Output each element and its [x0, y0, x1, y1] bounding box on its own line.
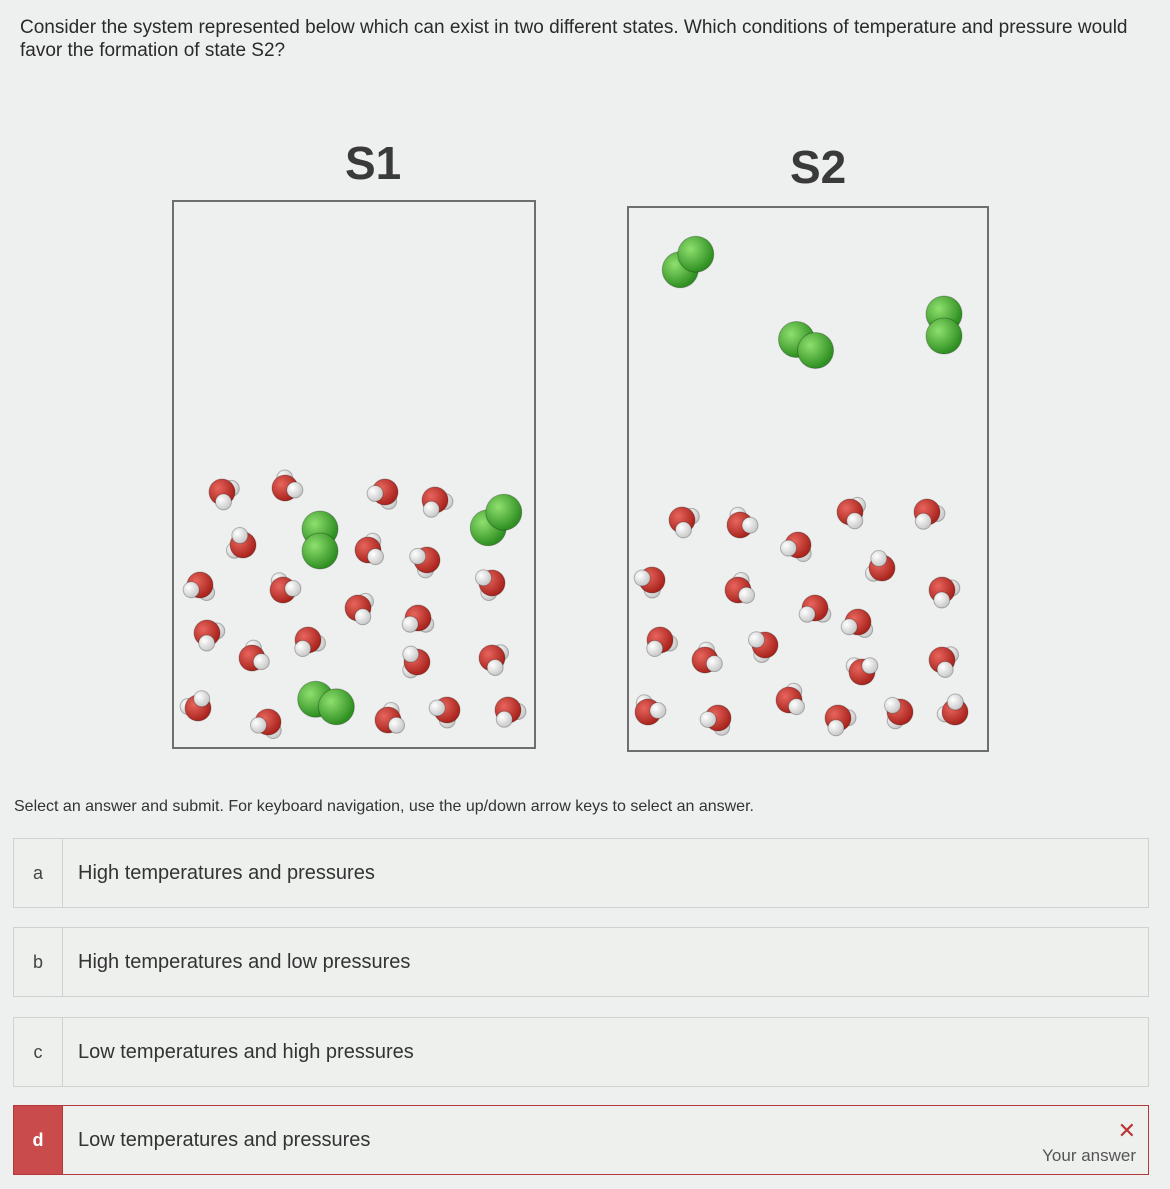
answer-option-d[interactable]: [13, 1105, 1149, 1175]
water-molecule: [929, 577, 960, 608]
option-letter: a: [14, 839, 63, 907]
option-text: High temperatures and pressures: [78, 861, 375, 884]
water-molecule: [295, 627, 326, 657]
water-molecule: [345, 593, 373, 624]
water-molecule: [402, 605, 434, 632]
water-molecule: [929, 647, 959, 678]
water-molecule: [669, 507, 699, 538]
answer-feedback: [1042, 1118, 1136, 1166]
water-molecule: [479, 645, 509, 676]
water-molecule: [748, 632, 778, 663]
water-molecule: [410, 547, 440, 578]
water-molecule: [865, 551, 895, 582]
water-molecule: [183, 572, 214, 600]
water-molecule: [272, 470, 303, 501]
water-molecule: [725, 573, 755, 604]
water-molecule: [700, 705, 731, 735]
water-molecule: [226, 528, 256, 559]
close-icon: ✕: [1117, 1118, 1136, 1143]
your-answer-label: Your answer: [1042, 1146, 1136, 1165]
water-molecule: [403, 646, 430, 678]
water-molecule: [635, 695, 666, 725]
water-molecule: [355, 533, 383, 564]
water-molecule: [781, 532, 812, 562]
water-molecule: [475, 570, 505, 601]
water-molecule: [239, 640, 269, 671]
water-molecule: [495, 697, 526, 727]
option-text: Low temperatures and high pressures: [78, 1040, 414, 1063]
chlorine-molecule: [302, 511, 338, 569]
water-molecule: [209, 479, 239, 510]
water-molecule: [841, 609, 872, 637]
water-molecule: [251, 709, 282, 739]
answer-option-b[interactable]: [13, 927, 1149, 997]
water-molecule: [937, 694, 968, 725]
state-label-s1: S1: [345, 137, 402, 189]
water-molecule: [799, 595, 831, 622]
water-molecule: [776, 683, 804, 714]
chlorine-molecule: [926, 296, 962, 354]
water-molecule: [692, 642, 722, 673]
water-molecule: [846, 658, 878, 685]
water-molecule: [422, 487, 453, 517]
water-molecule: [634, 567, 665, 598]
answer-option-c[interactable]: [13, 1017, 1149, 1087]
chlorine-molecule: [298, 681, 355, 725]
water-molecule: [647, 627, 678, 657]
water-molecule: [270, 573, 301, 603]
answer-option-a[interactable]: [13, 838, 1149, 908]
chlorine-molecule: [470, 494, 522, 546]
option-text: High temperatures and low pressures: [78, 950, 411, 973]
state-label-s2: S2: [790, 141, 847, 193]
option-letter: c: [14, 1018, 63, 1086]
chlorine-molecule: [778, 322, 833, 369]
water-molecule: [367, 479, 398, 509]
instructions-text: Select an answer and submit. For keyboard navigation, use the up/down arrow keys to select an answer.: [14, 798, 754, 815]
option-letter: d: [14, 1106, 63, 1174]
water-molecule: [727, 507, 758, 538]
water-molecule: [885, 697, 913, 728]
water-molecule: [825, 705, 856, 736]
water-molecule: [914, 499, 945, 529]
option-letter: b: [14, 928, 63, 996]
question-text: Consider the system represented below which can exist in two different states. Which conditions of temperature and pressure would favor the formation of state S2?: [20, 17, 1128, 61]
water-molecule: [837, 497, 865, 528]
water-molecule: [429, 697, 460, 728]
option-text: Low temperatures and pressures: [78, 1128, 371, 1151]
chlorine-molecule: [662, 236, 714, 288]
water-molecule: [194, 620, 225, 651]
water-molecule: [180, 691, 211, 721]
water-molecule: [375, 703, 405, 734]
